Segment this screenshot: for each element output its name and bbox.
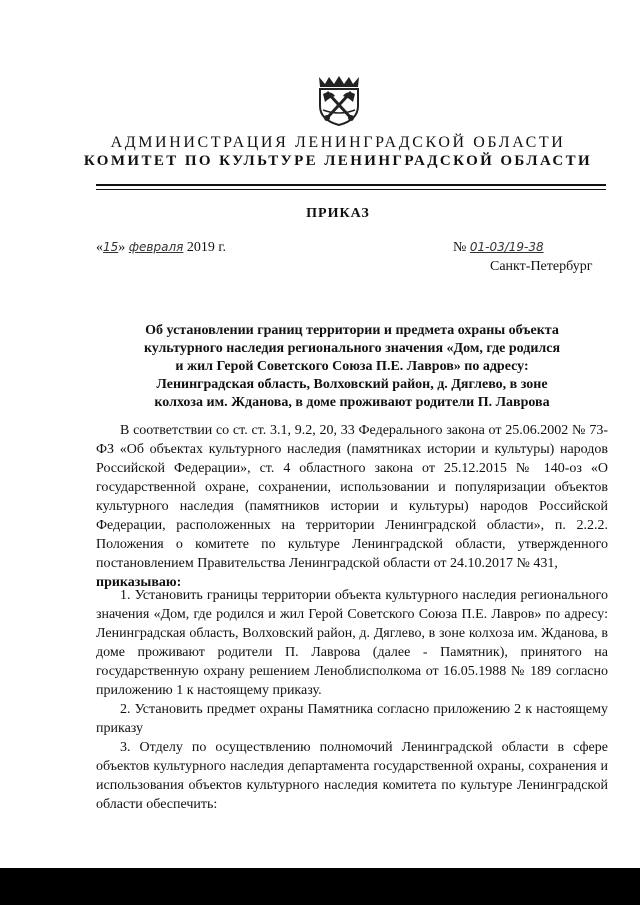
document-title: ПРИКАЗ bbox=[306, 206, 370, 221]
document-subject bbox=[96, 322, 608, 412]
order-item-1: 1. Установить границы территории объекта культурного наследия регионального значения «Дом, где родился и жил Герой Советского Союза П.Е. Лавров» по адресу: Ленинградская область, Волховский район, д. Дяглево, в зоне колхоза им. Жданова, в доме проживают родители П. Лаврова (далее - Памятник), принятого на государственную охрану решением Леноблисполкома от 16.05.1988 № 189 согласно приложению 1 к настоящему приказу. bbox=[96, 588, 608, 698]
order-item-3: 3. Отделу по осуществлению полномочий Ленинградской области в сфере объектов культурного наследия департамента государственной охраны, сохранения и использования объектов культурного наследия комитета по культуре Ленинградской области обеспечить: bbox=[96, 740, 608, 812]
handwritten-month: февраля bbox=[128, 240, 184, 254]
coat-of-arms-icon bbox=[315, 74, 363, 126]
header-rule-thin bbox=[96, 189, 606, 190]
order-word: приказываю: bbox=[96, 575, 182, 590]
preamble-paragraph bbox=[96, 421, 608, 592]
subject-line: Об установлении границ территории и предмета охраны объекта bbox=[145, 323, 559, 338]
date-year: 2019 г. bbox=[186, 240, 227, 255]
subject-line: Ленинградская область, Волховский район, д. Дяглево, в зоне bbox=[156, 377, 548, 392]
order-item-2: 2. Установить предмет охраны Памятника согласно приложению 2 к настоящему приказу bbox=[96, 702, 608, 736]
subject-line: и жил Герой Советского Союза П.Е. Лавров» по адресу: bbox=[175, 359, 529, 374]
number-sign: № bbox=[453, 240, 467, 255]
organization-line-1: АДМИНИСТРАЦИЯ ЛЕНИНГРАДСКОЙ ОБЛАСТИ bbox=[110, 134, 566, 151]
organization-line-2: КОМИТЕТ ПО КУЛЬТУРЕ ЛЕНИНГРАДСКОЙ ОБЛАСТИ bbox=[83, 153, 593, 169]
header-rule-thick bbox=[96, 184, 606, 186]
preamble-text: В соответствии со ст. ст. 3.1, 9.2, 20, 33 Федерального закона от 25.06.2002 № 73-ФЗ «Об объектах культурного наследия (памятниках истории и культуры) народов Российской Федерации», ст. 4 областного закона от 25.12.2015 № 140-оз «О государственной охране, сохранении, использовании и популяризации объектов культурного наследия (памятников истории и культуры) народов Российской Федерации, расположенных на территории Ленинградской области», п. 2.2.2. Положения о комитете по культуре Ленинградской области, утвержденного постановлением Правительства Ленинградской области от 24.10.2017 № 431, bbox=[96, 423, 608, 571]
scan-bottom-edge bbox=[0, 868, 640, 905]
handwritten-day: 15 bbox=[103, 240, 119, 254]
date-open-quote: « bbox=[96, 240, 103, 255]
subject-line: культурного наследия регионального значения «Дом, где родился bbox=[143, 341, 561, 356]
date-close-quote: » bbox=[118, 240, 126, 255]
handwritten-number: 01-03/19-38 bbox=[469, 240, 544, 254]
subject-line: колхоза им. Жданова, в доме проживают родители П. Лаврова bbox=[154, 395, 550, 410]
document-number bbox=[453, 240, 544, 256]
document-city: Санкт-Петербург bbox=[490, 259, 593, 274]
document-date bbox=[96, 240, 226, 256]
order-items bbox=[96, 586, 608, 814]
